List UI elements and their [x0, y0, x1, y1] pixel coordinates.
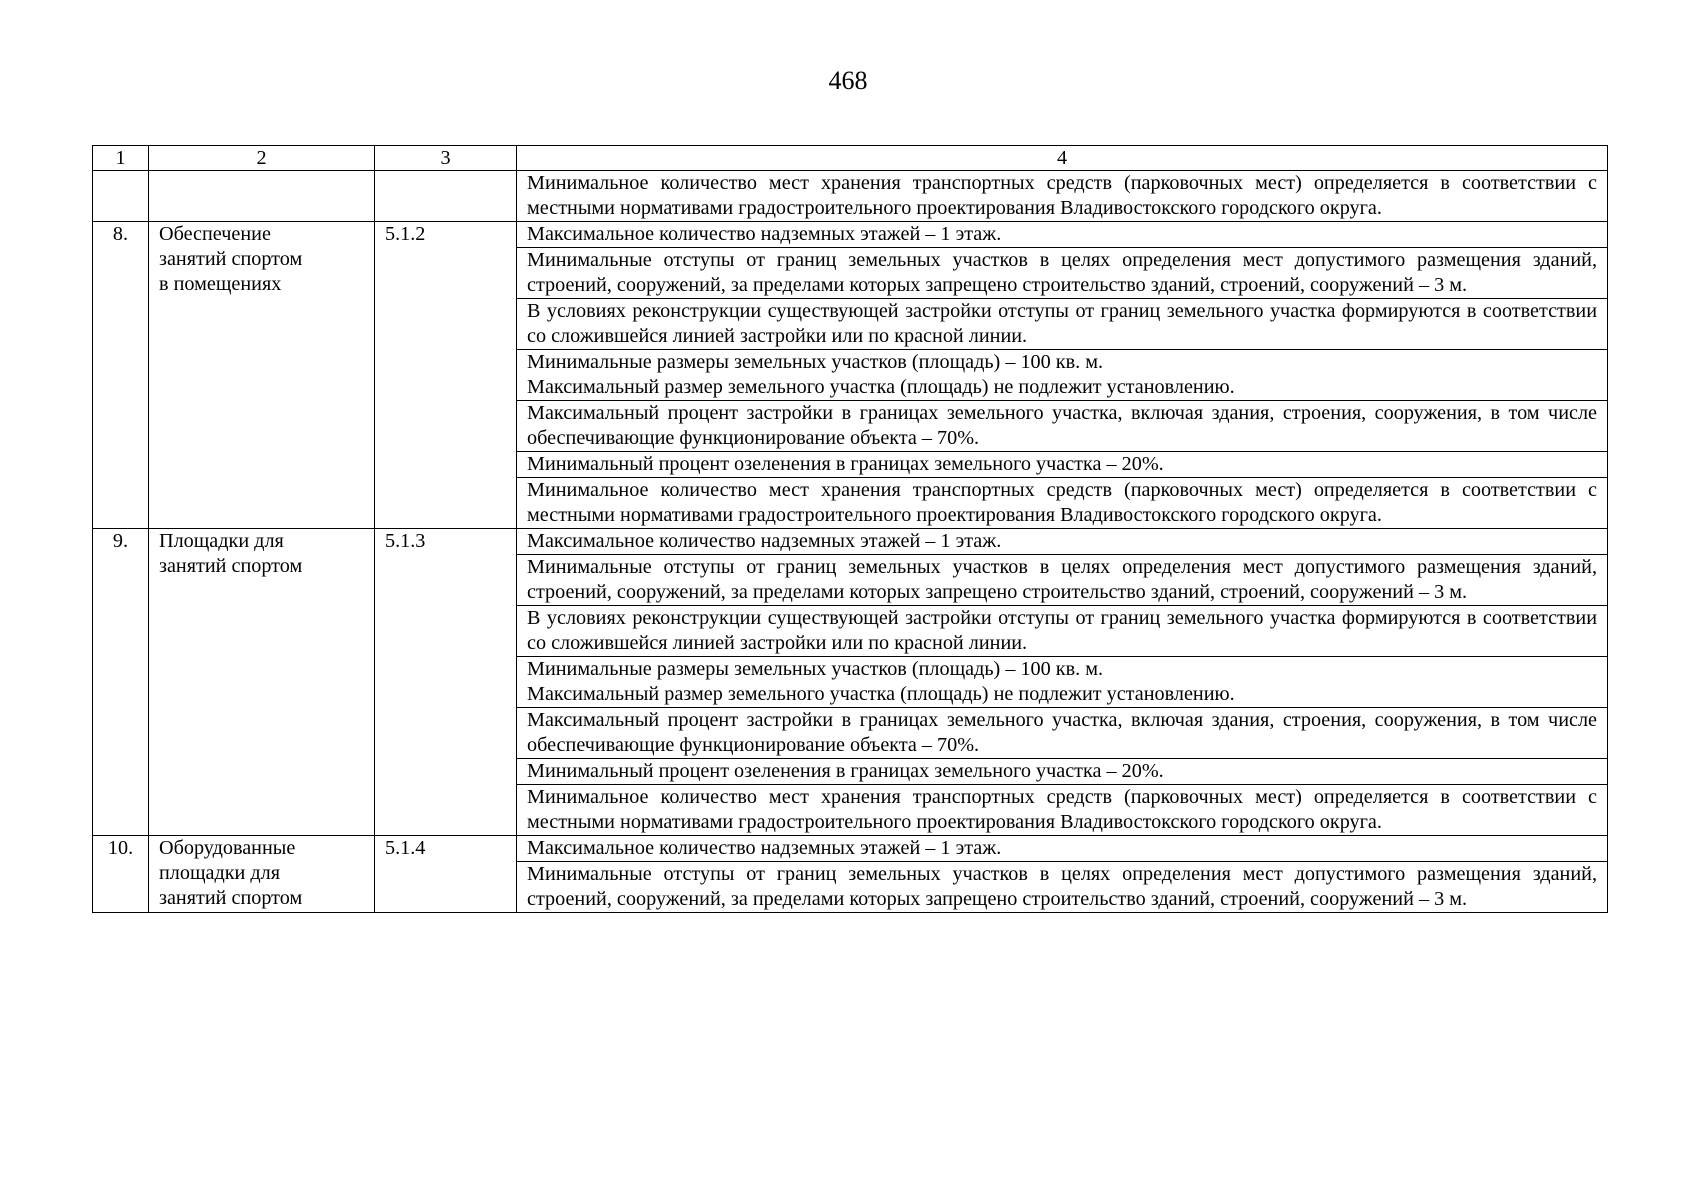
parameter-cell: Минимальное количество мест хранения транспортных средств (парковочных мест) определяется в соответствии с местными нормативами градостроительного проектирования Владивостокского городского округа. — [517, 171, 1608, 222]
use-name-cell: Площадки для занятий спортом — [149, 529, 375, 836]
parameter-line: Минимальные размеры земельных участков (площадь) – 100 кв. м. — [527, 658, 1104, 680]
parameter-cell: Минимальные отступы от границ земельных участков в целях определения мест допустимого размещения зданий, строений, сооружений, за пределами которых запрещено строительство зданий, строений, сооружений – 3 м. — [517, 248, 1608, 299]
item-number-cell: 8. — [93, 222, 149, 529]
parameter-cell — [517, 350, 1608, 401]
header-cell-2: 2 — [149, 146, 375, 171]
parameter-cell: Минимальный процент озеленения в границах земельного участка – 20%. — [517, 759, 1608, 785]
parameter-cell: Минимальные отступы от границ земельных участков в целях определения мест допустимого размещения зданий, строений, сооружений, за пределами которых запрещено строительство зданий, строений, сооружений – 3 м. — [517, 555, 1608, 606]
header-cell-4: 4 — [517, 146, 1608, 171]
parameter-cell: Максимальное количество надземных этажей – 1 этаж. — [517, 222, 1608, 248]
parameter-line: Максимальный размер земельного участка (площадь) не подлежит установлению. — [527, 376, 1235, 398]
table-row — [93, 222, 1608, 248]
empty-cell — [375, 171, 517, 222]
empty-cell — [149, 171, 375, 222]
code-cell: 5.1.4 — [375, 836, 517, 913]
parameter-cell: Максимальный процент застройки в границах земельного участка, включая здания, строения, сооружения, в том числе обеспечивающие функционирование объекта – 70%. — [517, 708, 1608, 759]
item-number-cell: 9. — [93, 529, 149, 836]
header-row — [93, 146, 1608, 171]
regulations-table — [92, 145, 1608, 913]
code-cell: 5.1.2 — [375, 222, 517, 529]
parameter-cell: Минимальный процент озеленения в границах земельного участка – 20%. — [517, 452, 1608, 478]
parameter-cell: В условиях реконструкции существующей застройки отступы от границ земельного участка формируются в соответствии со сложившейся линией застройки или по красной линии. — [517, 299, 1608, 350]
parameter-cell: Минимальное количество мест хранения транспортных средств (парковочных мест) определяется в соответствии с местными нормативами градостроительного проектирования Владивостокского городского округа. — [517, 478, 1608, 529]
continuation-row — [93, 171, 1608, 222]
table-body — [93, 146, 1608, 913]
code-cell: 5.1.3 — [375, 529, 517, 836]
parameter-line: Максимальный размер земельного участка (площадь) не подлежит установлению. — [527, 683, 1235, 705]
parameter-cell: Минимальные отступы от границ земельных участков в целях определения мест допустимого размещения зданий, строений, сооружений, за пределами которых запрещено строительство зданий, строений, сооружений – 3 м. — [517, 862, 1608, 913]
header-cell-3: 3 — [375, 146, 517, 171]
parameter-cell: Максимальное количество надземных этажей – 1 этаж. — [517, 529, 1608, 555]
table-row — [93, 836, 1608, 862]
use-name-cell: Оборудованные площадки для занятий спортом — [149, 836, 375, 913]
header-cell-1: 1 — [93, 146, 149, 171]
parameter-cell — [517, 657, 1608, 708]
parameter-cell: Максимальное количество надземных этажей – 1 этаж. — [517, 836, 1608, 862]
item-number-cell: 10. — [93, 836, 149, 913]
parameter-cell: Максимальный процент застройки в границах земельного участка, включая здания, строения, сооружения, в том числе обеспечивающие функционирование объекта – 70%. — [517, 401, 1608, 452]
table-row — [93, 529, 1608, 555]
parameter-cell: В условиях реконструкции существующей застройки отступы от границ земельного участка формируются в соответствии со сложившейся линией застройки или по красной линии. — [517, 606, 1608, 657]
parameter-line: Минимальные размеры земельных участков (площадь) – 100 кв. м. — [527, 351, 1104, 373]
use-name-cell: Обеспечение занятий спортом в помещениях — [149, 222, 375, 529]
page-number: 468 — [828, 66, 868, 95]
empty-cell — [93, 171, 149, 222]
parameter-cell: Минимальное количество мест хранения транспортных средств (парковочных мест) определяется в соответствии с местными нормативами градостроительного проектирования Владивостокского городского округа. — [517, 785, 1608, 836]
